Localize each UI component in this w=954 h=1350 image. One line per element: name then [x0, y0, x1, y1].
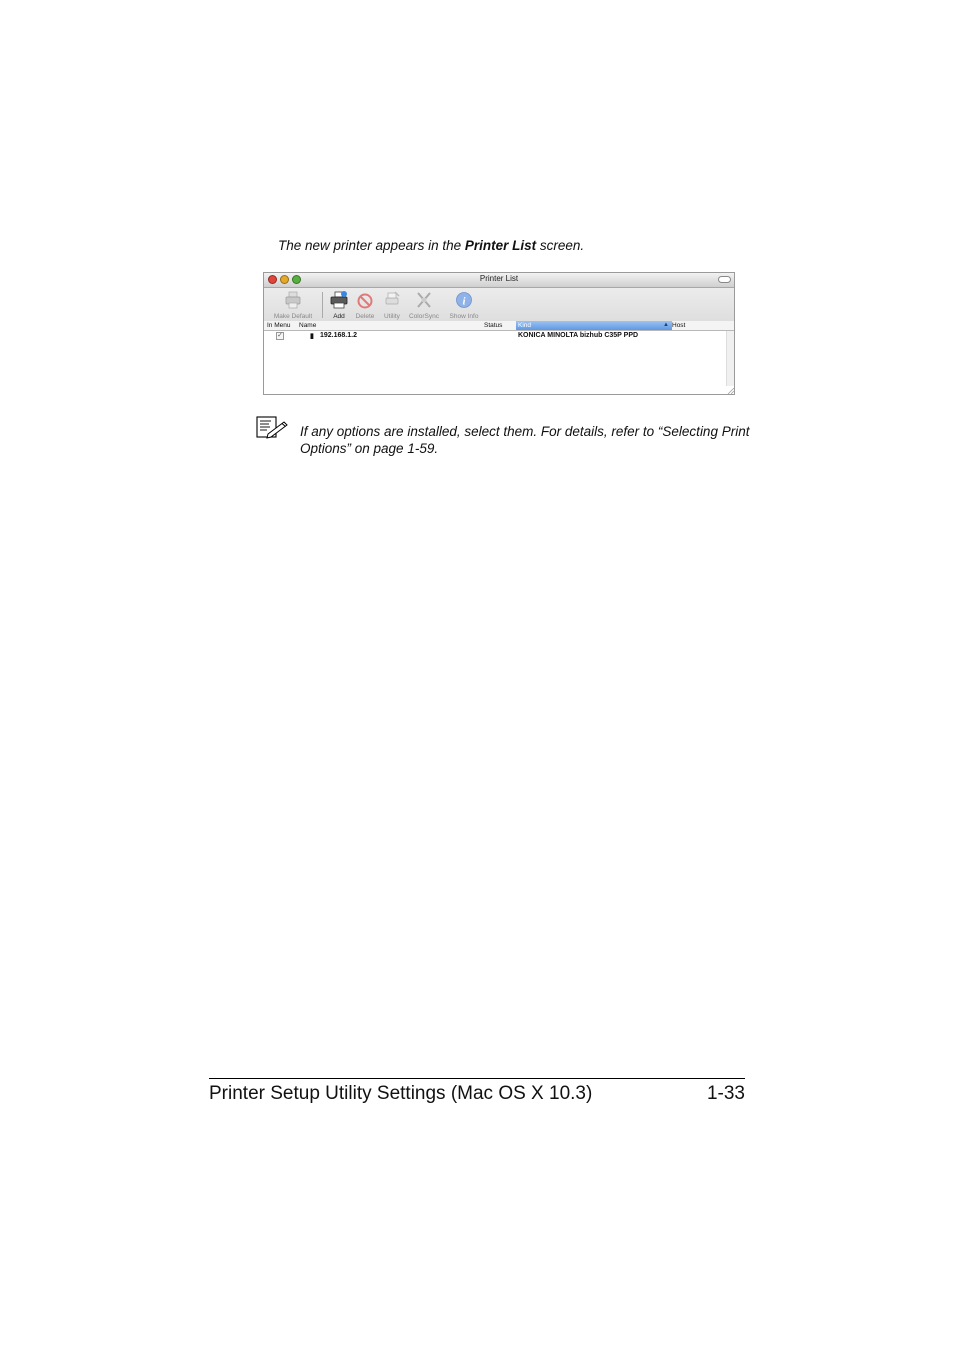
colorsync-icon: [414, 290, 434, 310]
delete-icon: [355, 290, 375, 310]
svg-text:i: i: [462, 295, 466, 308]
intro-after: screen.: [536, 238, 585, 253]
title-bar[interactable]: [264, 273, 734, 288]
colorsync-label: ColorSync: [409, 313, 439, 320]
printer-list-window: [263, 272, 735, 395]
column-kind[interactable]: [516, 321, 672, 330]
printer-icon: ▮: [310, 333, 314, 340]
footer-section-title: Printer Setup Utility Settings (Mac OS X 10.3): [209, 1083, 593, 1104]
toolbar-separator: [322, 292, 323, 318]
column-status[interactable]: Status: [484, 322, 503, 329]
footer-divider: [209, 1078, 745, 1079]
window-title: Printer List: [479, 274, 519, 283]
utility-label: Utility: [384, 313, 400, 320]
show-info-button[interactable]: [447, 290, 481, 320]
note-pencil-icon: [256, 416, 288, 440]
make-default-button[interactable]: [270, 290, 316, 320]
delete-label: Delete: [355, 313, 375, 320]
column-name[interactable]: Name: [299, 322, 317, 329]
vertical-scrollbar[interactable]: [726, 331, 734, 386]
utility-button[interactable]: [380, 290, 404, 320]
table-row[interactable]: [264, 331, 734, 343]
printer-add-icon: [329, 290, 349, 310]
footer-page-number: 1-33: [706, 1083, 745, 1104]
make-default-label: Make Default: [273, 313, 313, 320]
add-label: Add: [333, 313, 345, 320]
sort-ascending-icon: ▲: [663, 322, 669, 328]
column-host[interactable]: Host: [672, 322, 686, 329]
column-kind-label: Kind: [518, 322, 532, 329]
add-button[interactable]: [328, 290, 350, 320]
printer-gray-icon: [283, 290, 303, 310]
info-icon: [454, 290, 474, 310]
column-header: [264, 321, 734, 331]
in-menu-checkbox[interactable]: ✓: [277, 332, 283, 339]
intro-before: The new printer appears in the: [278, 238, 465, 253]
intro-text: [278, 238, 584, 253]
utility-icon: [382, 290, 402, 310]
toolbar: [264, 288, 734, 322]
printer-name: 192.168.1.2: [320, 332, 357, 339]
resize-grip-icon[interactable]: [726, 386, 734, 394]
note-text: If any options are installed, select them. For details, refer to “Selecting Print Options” on page 1-59.: [300, 424, 750, 456]
toolbar-toggle-button[interactable]: [718, 276, 731, 283]
column-in-menu[interactable]: In Menu: [267, 322, 291, 329]
intro-bold: Printer List: [464, 238, 537, 253]
colorsync-button[interactable]: [407, 290, 441, 320]
delete-button[interactable]: [353, 290, 377, 320]
printer-kind: KONICA MINOLTA bizhub C35P PPD: [518, 332, 639, 339]
show-info-label: Show Info: [449, 313, 479, 320]
